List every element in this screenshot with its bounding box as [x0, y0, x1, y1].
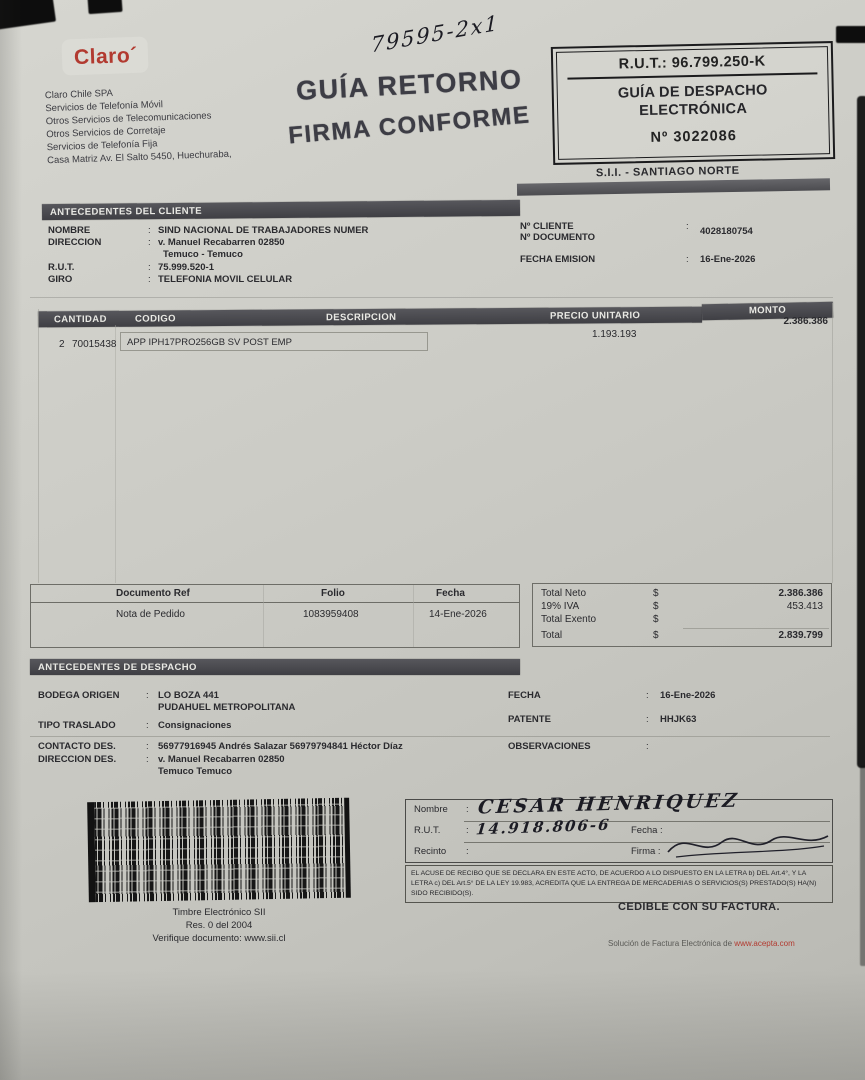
receipt-firma-label: Firma :: [631, 846, 661, 857]
colon: :: [146, 741, 149, 752]
guia-retorno-stamp: GUÍA RETORNO: [295, 64, 524, 106]
sii-office-underbar: [517, 178, 830, 195]
cedible-note: CEDIBLE CON SU FACTURA.: [618, 901, 780, 913]
reference-table: [30, 584, 520, 648]
scan-artifact: [87, 0, 122, 14]
colon: :: [146, 720, 149, 731]
tipo-traslado-label: TIPO TRASLADO: [38, 720, 116, 731]
document-type-line2: ELECTRÓNICA: [638, 101, 748, 120]
client-rut-label: R.U.T.: [48, 262, 75, 273]
ref-header-folio: Folio: [321, 588, 345, 599]
colon: :: [646, 690, 649, 701]
patente-value: HHJK63: [660, 714, 697, 725]
total-separator-line: [683, 628, 829, 629]
rut-box-divider: [567, 72, 817, 79]
total-label: Total: [541, 630, 563, 641]
issuer-line: Casa Matriz Av. El Salto 5450, Huechuraba,: [46, 148, 232, 167]
timbre-block: [88, 906, 350, 945]
handwritten-rut: 14.918.806-6: [475, 815, 612, 839]
ref-column-line: [263, 585, 264, 647]
items-header-cantidad: CANTIDAD: [53, 313, 107, 325]
contacto-des-value: 56977916945 Andrés Salazar 56979794841 Héctor Díaz: [158, 741, 403, 752]
currency-sign: $: [653, 614, 659, 625]
issuer-line: Claro Chile SPA: [44, 87, 114, 102]
section-divider: [30, 297, 833, 298]
handwritten-top-code: 79595-2x1: [370, 10, 500, 58]
claro-logo-accent: ´: [129, 43, 138, 68]
legal-text: EL ACUSE DE RECIBO QUE SE DECLARA EN ESTE ACTO, DE ACUERDO A LO DISPUESTO EN LA LETRA b) DEL Art.4°, Y LA LETRA c) DEL Art.5° DE LA LEY 19.983, ACREDITA QUE LA ENTREGA DE MERCADERIAS O SERVICIOS(S) PRESTADO(S) HA(N) SIDO RECIBIDO(S).: [411, 870, 817, 897]
client-fecha-emision-value: 16-Ene-2026: [700, 254, 756, 265]
signature-scribble: [664, 826, 832, 864]
receipt-rut-label: R.U.T.: [414, 825, 441, 836]
colon: :: [686, 254, 689, 265]
ref-fecha-value: 14-Ene-2026: [429, 609, 487, 620]
item-precio-unitario: 1.193.193: [592, 329, 637, 340]
client-giro-value: TELEFONIA MOVIL CELULAR: [158, 274, 293, 285]
ref-header-underline: [31, 602, 519, 603]
items-header-codigo: CODIGO: [134, 312, 176, 325]
claro-logo-text: Claro: [73, 44, 131, 70]
receipt-recinto-label: Recinto: [414, 846, 447, 857]
ref-column-line: [413, 585, 414, 647]
client-direccion-label: DIRECCION: [48, 237, 102, 248]
legal-text-box: [405, 865, 833, 903]
item-codigo: 70015438: [72, 339, 117, 350]
item-cantidad: 2: [59, 339, 65, 350]
currency-sign: $: [653, 601, 659, 612]
ref-documento-value: Nota de Pedido: [116, 609, 185, 620]
iva-value: 453.413: [786, 601, 823, 612]
item-descripcion-cell: [120, 332, 428, 351]
items-table-header: [38, 307, 702, 328]
colon: :: [466, 846, 469, 857]
colon: :: [148, 225, 151, 236]
ref-header-fecha: Fecha: [436, 588, 465, 599]
items-header-monto: MONTO: [748, 304, 787, 317]
scan-bottom-shadow: [0, 970, 865, 1080]
client-rut-value: 75.999.520-1: [158, 262, 214, 273]
scan-artifact: [836, 26, 865, 43]
direccion-des-value2: Temuco Temuco: [158, 766, 233, 777]
despacho-section-header: [30, 659, 520, 675]
ref-folio-value: 1083959408: [303, 609, 359, 620]
tipo-traslado-value: Consignaciones: [158, 720, 232, 731]
client-nombre-value: SIND NACIONAL DE TRABAJADORES NUMER: [158, 225, 369, 236]
despacho-fecha-label: FECHA: [508, 690, 541, 701]
footer-provider-text: Solución de Factura Electrónica de: [608, 939, 735, 948]
document-number: Nº 3022086: [650, 128, 737, 147]
sii-barcode: [87, 798, 351, 903]
receipt-box: [405, 789, 833, 863]
totals-box: [532, 583, 832, 647]
colon: :: [146, 690, 149, 701]
receipt-fecha-label: Fecha :: [631, 825, 663, 836]
colon: :: [466, 804, 469, 815]
observaciones-label: OBSERVACIONES: [508, 741, 591, 752]
bodega-origen-value: LO BOZA 441: [158, 690, 219, 701]
items-table-border-left: [38, 309, 39, 583]
total-neto-label: Total Neto: [541, 588, 587, 599]
bodega-origen-label: BODEGA ORIGEN: [38, 690, 120, 701]
items-table-column-line: [115, 325, 116, 583]
issuer-line: Servicios de Telefonía Fija: [46, 138, 158, 154]
iva-label: 19% IVA: [541, 601, 580, 612]
issuer-line: Servicios de Telefonía Móvil: [45, 99, 164, 115]
bodega-origen-value2: PUDAHUEL METROPOLITANA: [158, 702, 296, 713]
colon: :: [686, 221, 689, 232]
total-neto-value: 2.386.386: [778, 588, 823, 599]
footer-provider: [608, 939, 795, 949]
direccion-des-label: DIRECCION DES.: [38, 754, 117, 765]
client-direccion-value2: Temuco - Temuco: [163, 249, 243, 260]
client-giro-label: GIRO: [48, 274, 73, 285]
scan-artifact: [860, 766, 865, 966]
handwritten-nombre: CESAR HENRIQUEZ: [476, 789, 741, 819]
timbre-line3: Verifique documento: www.sii.cl: [152, 933, 286, 944]
client-section-title: ANTECEDENTES DEL CLIENTE: [49, 205, 202, 218]
despacho-divider: [30, 736, 830, 737]
client-direccion-value: v. Manuel Recabarren 02850: [158, 237, 285, 248]
timbre-line2: Res. 0 del 2004: [185, 920, 253, 931]
issuer-line: Otros Servicios de Telecomunicaciones: [45, 110, 212, 128]
firma-conforme-stamp: FIRMA CONFORME: [287, 101, 532, 150]
despacho-section-title: ANTECEDENTES DE DESPACHO: [38, 661, 197, 673]
colon: :: [466, 825, 469, 836]
colon: :: [148, 262, 151, 273]
client-nombre-label: NOMBRE: [48, 225, 91, 236]
total-exento-label: Total Exento: [541, 614, 597, 625]
footer-provider-link: www.acepta.com: [734, 939, 795, 948]
client-section-header: [42, 200, 520, 220]
client-ndocumento-value: 4028180754: [700, 226, 753, 237]
currency-sign: $: [653, 630, 659, 641]
rut-document-box: [551, 41, 835, 165]
direccion-des-value: v. Manuel Recabarren 02850: [158, 754, 285, 765]
client-ncliente-label: Nº CLIENTE: [520, 221, 574, 232]
patente-label: PATENTE: [508, 714, 551, 725]
receipt-nombre-label: Nombre: [414, 804, 448, 815]
colon: :: [646, 741, 649, 752]
client-fecha-emision-label: FECHA EMISION: [520, 254, 596, 265]
client-ndocumento-label: Nº DOCUMENTO: [520, 232, 596, 243]
items-table-border-right: [832, 303, 833, 583]
colon: :: [146, 754, 149, 765]
ref-header-documento: Documento Ref: [116, 588, 190, 599]
despacho-fecha-value: 16-Ene-2026: [660, 690, 716, 701]
issuer-line: Otros Servicios de Corretaje: [46, 125, 166, 141]
claro-logo: [74, 43, 138, 70]
colon: :: [148, 274, 151, 285]
contacto-des-label: CONTACTO DES.: [38, 741, 116, 752]
colon: :: [646, 714, 649, 725]
rut-document-box-inner: [556, 46, 830, 160]
items-header-precio-unitario: PRECIO UNITARIO: [549, 309, 641, 322]
sii-office: S.I.I. - SANTIAGO NORTE: [595, 164, 740, 180]
document-type-line1: GUÍA DE DESPACHO: [617, 81, 768, 102]
total-value: 2.839.799: [778, 630, 823, 641]
scan-edge-shadow: [0, 0, 22, 1080]
scan-artifact: [857, 96, 865, 768]
currency-sign: $: [653, 588, 659, 599]
issuer-address-block: [45, 83, 232, 167]
timbre-line1: Timbre Electrónico SII: [172, 907, 266, 918]
item-monto: 2.386.386: [783, 316, 828, 327]
items-header-descripcion: DESCRIPCION: [325, 311, 397, 323]
item-descripcion: APP IPH17PRO256GB SV POST EMP: [127, 337, 292, 348]
colon: :: [148, 237, 151, 248]
issuer-rut: R.U.T.: 96.799.250-K: [618, 53, 766, 73]
